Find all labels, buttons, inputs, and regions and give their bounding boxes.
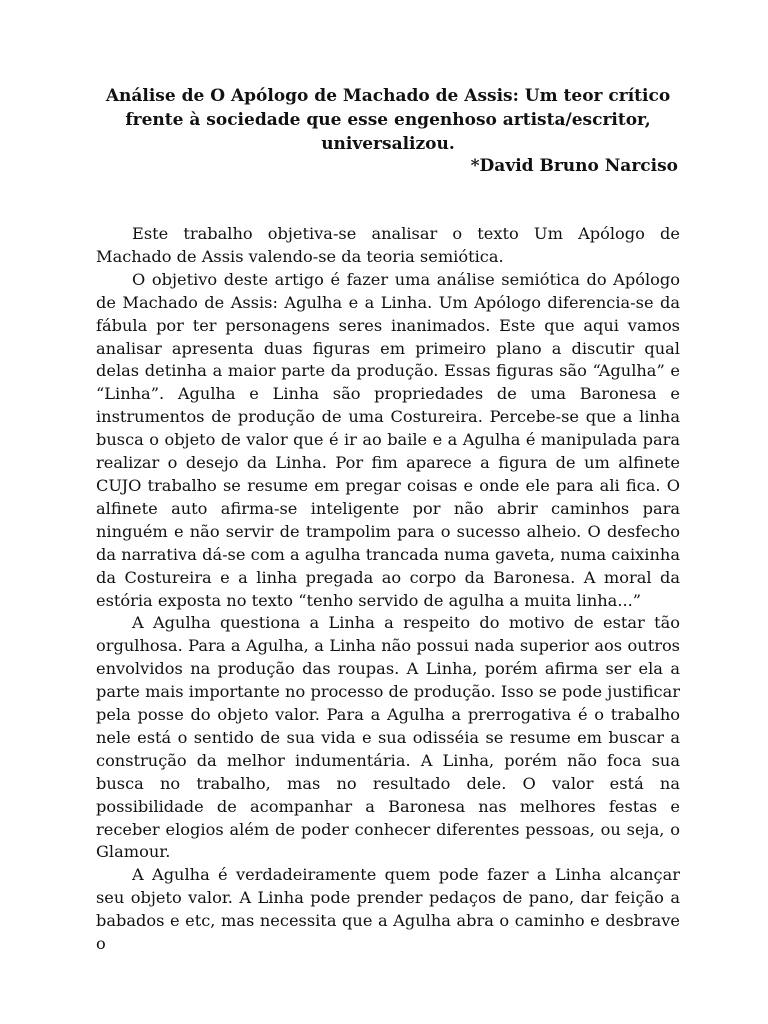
paragraph-2: O objetivo deste artigo é fazer uma análise semiótica do Apólogo de Machado de Assis: Agulha e a Linha. Um Apólogo diferencia-se da fábula por ter personagens seres inanimados. Este que aqui vamos analisar apresenta duas figuras em primeiro plano a discutir qual delas detinha a maior parte da produção. Essas figuras são “Agulha” e “Linha”. Agulha e Linha são propriedades de uma Baronesa e instrumentos de produção de uma Costureira. Percebe-se que a linha busca o objeto de valor que é ir ao baile e a Agulha é manipulada para realizar o desejo da Linha. Por fim aparece a figura de um alfinete CUJO trabalho se resume em pregar coisas e onde ele para ali fica. O alfinete auto afirma-se inteligente por não abrir caminhos para ninguém e não servir de trampolim para o sucesso alheio. O desfecho da narrativa dá-se com a agulha trancada numa gaveta, numa caixinha da Costureira e a linha pregada ao corpo da Baronesa. A moral da estória exposta no texto “tenho servido de agulha a muita linha...” [96, 269, 680, 610]
paragraph-1: Este trabalho objetiva-se analisar o texto Um Apólogo de Machado de Assis valendo-se da teoria semiótica. [96, 224, 680, 266]
paragraph-4: A Agulha é verdadeiramente quem pode fazer a Linha alcançar seu objeto valor. A Linha pode prender pedaços de pano, dar feição a babados e etc, mas necessita que a Agulha abra o caminho e desbrave o [96, 865, 680, 954]
document-body [96, 223, 680, 956]
paragraph-3: A Agulha questiona a Linha a respeito do motivo de estar tão orgulhosa. Para a Agulha, a Linha não possui nada superior aos outros envolvidos na produção das roupas. A Linha, porém afirma ser ela a parte mais importante no processo de produção. Isso se pode justificar pela posse do objeto valor. Para a Agulha a prerrogativa é o trabalho nele está o sentido de sua vida e sua odisséia se resume em buscar a construção da melhor indumentária. A Linha, porém não foca sua busca no trabalho, mas no resultado dele. O valor está na possibilidade de acompanhar a Baronesa nas melhores festas e receber elogios além de poder conhecer diferentes pessoas, ou seja, o Glamour. [96, 613, 680, 862]
document-title: Análise de O Apólogo de Machado de Assis: Um teor crítico frente à sociedade que esse engenhoso artista/escritor, universalizou. [105, 86, 671, 154]
author-name: *David Bruno Narciso [470, 156, 678, 176]
